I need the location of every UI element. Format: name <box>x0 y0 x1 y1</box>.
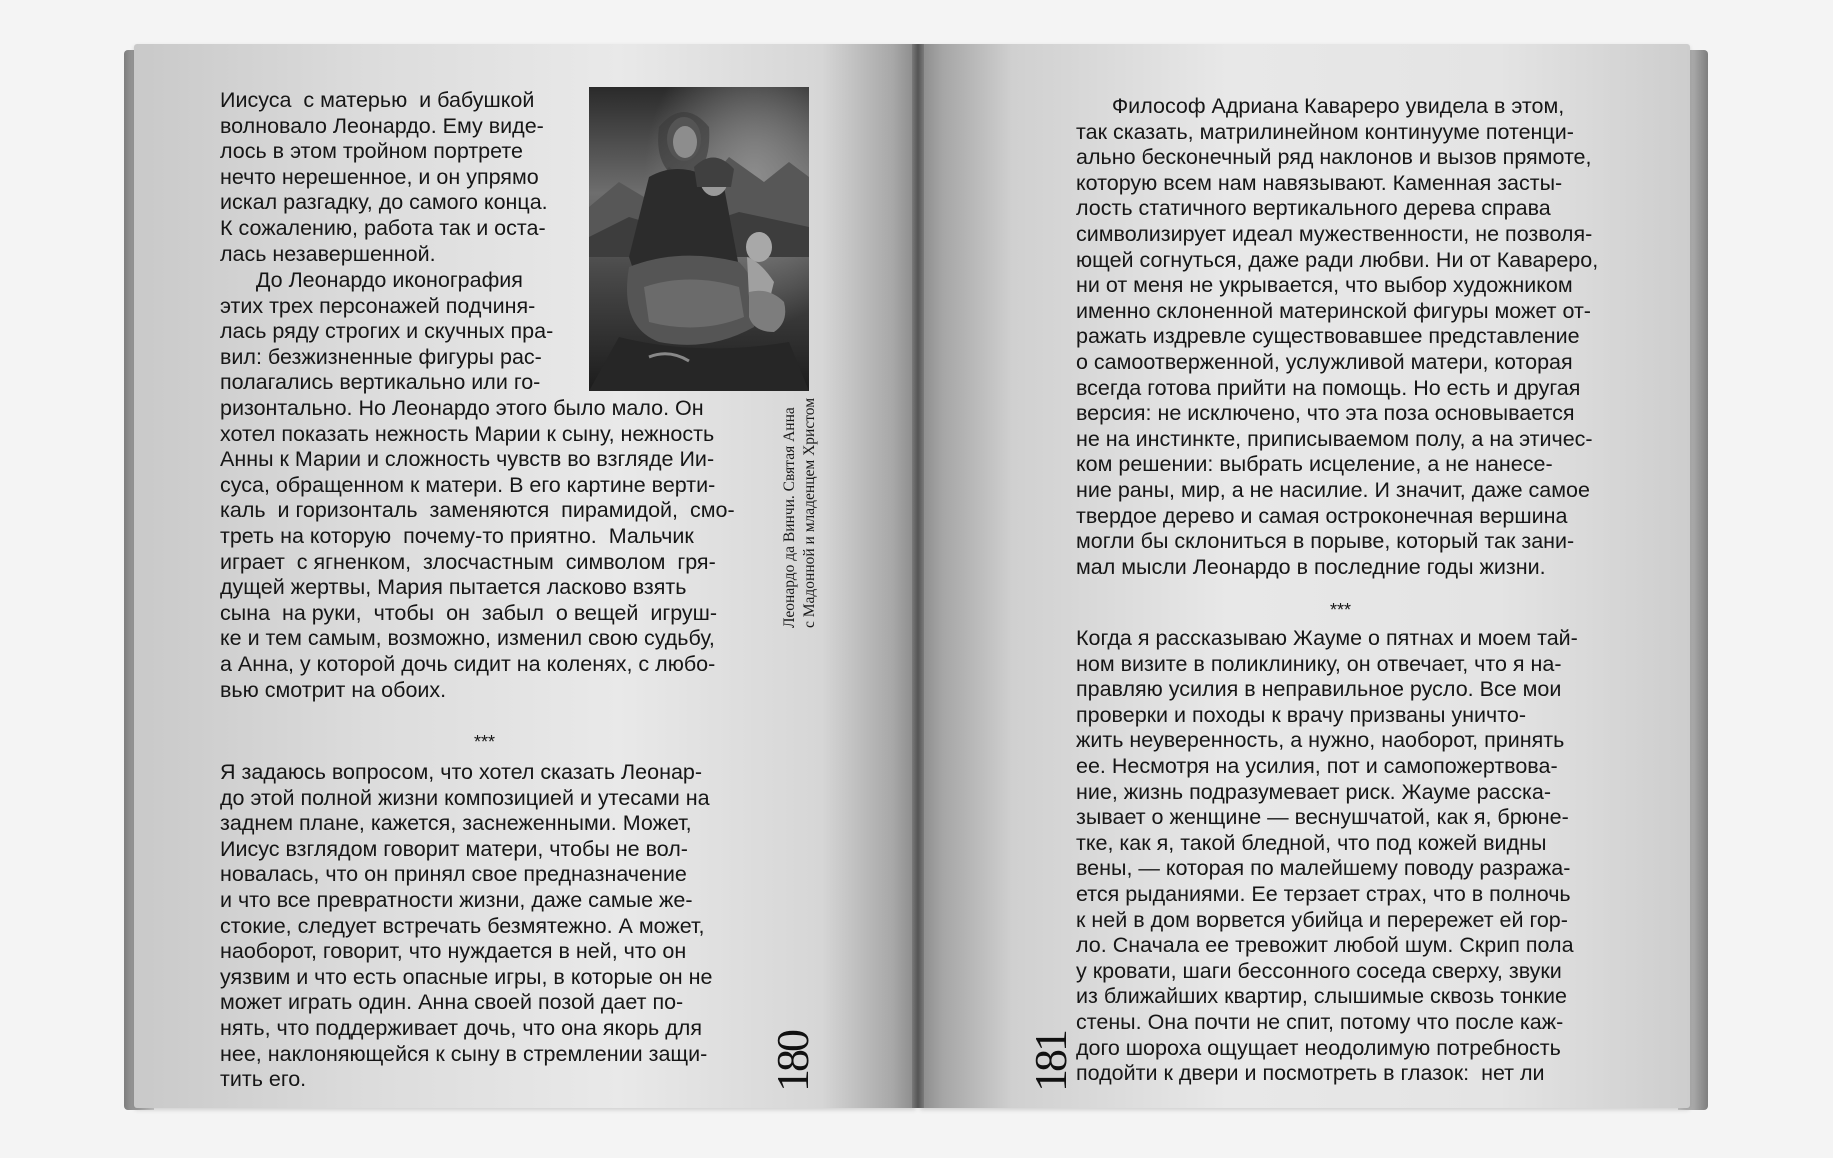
left-paragraph-2: До Леонардо иконография этих трех персонажей подчиня- лась ряду строгих и скучных пра- вил: безжизненные фигуры рас- полагались вертикально или го- ризонтально. Но Леонардо этого было мало. Он хотел показать нежность Марии к сыну, нежность Анны к Марии и сложность чувств во взгляде Ии- суса, обращенном к матери. В его картине верти- каль и горизонталь заменяются пирамидой, смо- треть на которую почему-то приятно. Мальчик играет с ягненком, злосчастным символом гря- дущей жертвы, Мария пытается ласково взять сына на руки, чтобы он забыл о вещей игруш- ке и тем самым, возможно, изменил свою судьбу, а Анна, у которой дочь сидит на коленях, с любо- вью смотрит на обоих. <box>220 268 735 702</box>
painting-caption <box>780 398 820 628</box>
right-paragraph-1: Философ Адриана Каварeро увидела в этом, так сказать, матрилинейном континууме потенци- ально бесконечный ряд наклонов и вызов прямоте, которую всем нам навязывают. Каменная засты- лость статичного вертикального дерева справа символизирует идеал мужественности, не позволя- ющей согнуться, даже ради любви. Ни от Каварeро, ни от меня не укрывается, что выбор художником именно склоненной материнской фигуры может от- ражать издревле существовавшее представление о самоотверженной, услужливой матери, которая всегда готова прийти на помощь. Но есть и другая версия: не исключено, что эта поза основывается не на инстинкте, приписываемом полу, а на этичес- ком решении: выбрать исцеление, а не нанесе- ние раны, мир, а не насилие. И значит, даже самое твердое дерево и самая остроконечная вершина могли бы склониться в порыве, который так зани- мал мысли Леонардо в последние годы жизни. <box>1076 94 1599 579</box>
left-paragraph-3: Я задаюсь вопросом, что хотел сказать Леонар- до этой полной жизни композицией и утесами на заднем плане, кажется, заснеженными. Может, Иисус взглядом говорит матери, чтобы не вол- новалась, что он принял свое предназначение и что все превратности жизни, даже самые же- стокие, следует встречать безмятежно. А может, наоборот, говорит, что нуждается в ней, что он уязвим и что есть опасные игры, в которые он не может играть один. Анна своей позой дает по- нять, что поддерживает дочь, что она якорь для нее, наклоняющейся к сыну в стремлении защи- тить его. <box>220 760 713 1092</box>
page-number-left: 180 <box>767 1032 818 1092</box>
right-paragraph-2: Когда я рассказываю Жауме о пятнах и моем тай- ном визите в поликлинику, он отвечает, что я на- правляю усилия в неправильное русло. Все мои проверки и походы к врачу призваны уничто- жить неуверенность, а нужно, наоборот, принять ее. Несмотря на усилия, пот и самопожертвова- ние, жизнь подразумевает риск. Жауме расска- зывает о женщине — веснушчатой, как я, брюне- тке, как я, такой бледной, что под кожей видны вены, — которая по малейшему поводу разража- ется рыданиями. Ее терзает страх, что в полночь к ней в дом ворвется убийца и перережет ей гор- ло. Сначала ее тревожит любой шум. Скрип пола у кровати, шаги бессонного соседа сверху, звуки из ближайших квартир, слышимые сквозь тонкие стены. Она почти не спит, потому что после каж- дого шороха ощущает неодолимую потребность подойти к двери и посмотреть в глазок: нет ли <box>1076 626 1578 1086</box>
caption-line-2: с Мадонной и младенцем Христом <box>801 397 818 628</box>
left-paragraph-1: Иисуса с матерью и бабушкой волновало Леонардо. Ему виде- лось в этом тройном портрете нечто нерешенное, и он упрямо искал разгадку, до самого конца. К сожалению, работа так и оста- лась незавершенной. <box>220 88 548 266</box>
caption-line-1: Леонардо да Винчи. Святая Анна <box>781 407 798 628</box>
section-divider-left: *** <box>474 732 496 752</box>
section-divider-right: *** <box>1330 600 1352 620</box>
book-gutter <box>912 44 924 1108</box>
page-number-right: 181 <box>1025 1032 1076 1092</box>
